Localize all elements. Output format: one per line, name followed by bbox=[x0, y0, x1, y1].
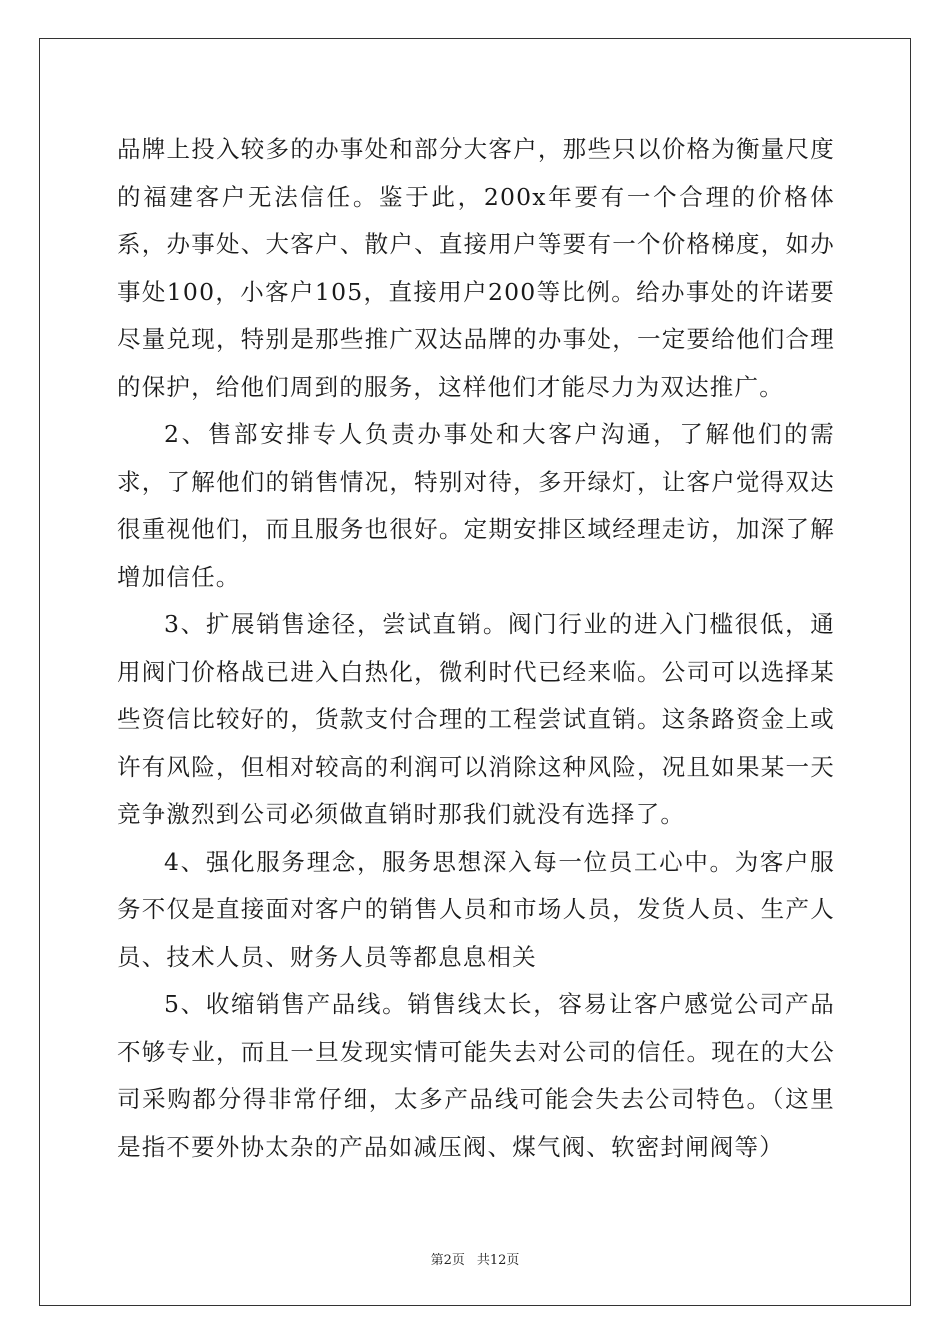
page-number: 第2页 bbox=[430, 1253, 465, 1268]
page-footer bbox=[0, 1249, 950, 1268]
page-total: 共12页 bbox=[476, 1253, 520, 1268]
paragraph-3: 3、扩展销售途径，尝试直销。阀门行业的进入门槛很低，通用阀门价格战已进入白热化，微利时代已经来临。公司可以选择某些资信比较好的，货款支付合理的工程尝试直销。这条路资金上或许有风险，但相对较高的利润可以消除这种风险，况且如果某一天竞争激烈到公司必须做直销时那我们就没有选择了。 bbox=[117, 610, 835, 828]
paragraph-5: 5、收缩销售产品线。销售线太长，容易让客户感觉公司产品不够专业，而且一旦发现实情可能失去对公司的信任。现在的大公司采购都分得非常仔细，太多产品线可能会失去公司特色。（这里是指不要外协太杂的产品如减压阀、煤气阀、软密封闸阀等） bbox=[117, 990, 835, 1161]
paragraph-1: 品牌上投入较多的办事处和部分大客户，那些只以价格为衡量尺度的福建客户无法信任。鉴于此，200x年要有一个合理的价格体系，办事处、大客户、散户、直接用户等要有一个价格梯度，如办事处100，小客户105，直接用户200等比例。给办事处的许诺要尽量兑现，特别是那些推广双达品牌的办事处，一定要给他们合理的保护，给他们周到的服务，这样他们才能尽力为双达推广。 bbox=[117, 135, 835, 401]
document-body bbox=[117, 126, 835, 1171]
paragraph-2: 2、售部安排专人负责办事处和大客户沟通，了解他们的需求，了解他们的销售情况，特别对待，多开绿灯，让客户觉得双达很重视他们，而且服务也很好。定期安排区域经理走访，加深了解增加信任。 bbox=[117, 420, 835, 591]
paragraph-4: 4、强化服务理念，服务思想深入每一位员工心中。为客户服务不仅是直接面对客户的销售人员和市场人员，发货人员、生产人员、技术人员、财务人员等都息息相关 bbox=[117, 847, 835, 971]
